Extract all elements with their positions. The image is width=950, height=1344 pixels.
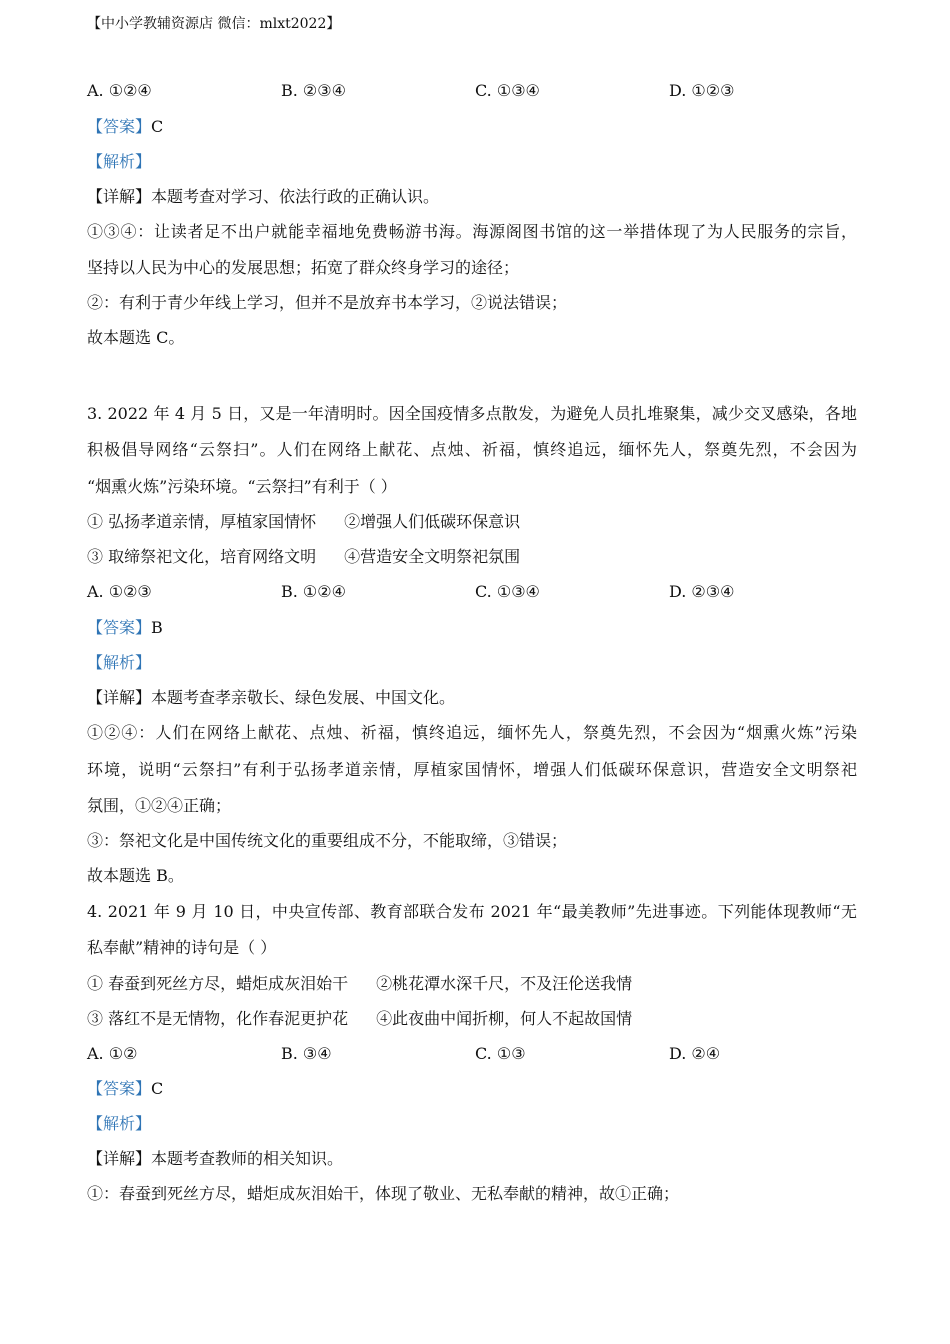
q4-statement-3: ③ 落红不是无情物，化作春泥更护花 (87, 1009, 349, 1028)
q3-detail-line: ③：祭祀文化是中国传统文化的重要组成不分，不能取缔，③错误； (87, 831, 568, 850)
answer-tag: 【答案】 (87, 117, 152, 136)
answer-value: C (151, 1079, 164, 1098)
q3-statement-1: ① 弘扬孝道亲情，厚植家国情怀 (87, 512, 317, 531)
q4-option-a: A. ①② (87, 1044, 138, 1063)
q2-option-c: C. ①③④ (475, 81, 540, 100)
answer-value: C (151, 117, 164, 136)
q3-detail-line: 氛围，①②④正确； (87, 796, 232, 815)
q2-detail-line: 坚持以人民为中心的发展思想；拓宽了群众终身学习的途径； (87, 258, 520, 277)
q4-option-b: B. ③④ (281, 1044, 332, 1063)
detail-intro-text: 本题考查孝亲敬长、绿色发展、中国文化。 (151, 688, 456, 707)
q3-statements-row (87, 546, 520, 568)
q4-detail-line: ①：春蚕到死丝方尽，蜡炬成灰泪始干，体现了敬业、无私奉献的精神，故①正确； (87, 1184, 680, 1203)
answer-tag: 【答案】 (87, 618, 152, 637)
q4-statements-row (87, 1008, 632, 1030)
q2-option-a: A. ①②④ (87, 81, 152, 100)
q3-option-b: B. ①②④ (281, 582, 346, 601)
detail-intro-text: 本题考查对学习、依法行政的正确认识。 (151, 187, 440, 206)
q3-statement-3: ③ 取缔祭祀文化，培育网络文明 (87, 547, 317, 566)
q3-options (87, 581, 867, 603)
detail-tag: 【详解】 (87, 688, 152, 707)
q3-answer (87, 617, 163, 639)
q3-statement-2: ②增强人们低碳环保意识 (344, 512, 521, 531)
q4-option-d: D. ②④ (669, 1044, 721, 1063)
page-header: 【中小学教辅资源店 微信：mlxt2022】 (87, 16, 341, 32)
q3-detail-line: ①②④：人们在网络上献花、点烛、祈福，慎终追远，缅怀先人，祭奠先烈，不会因为“烟熏火炼”污染 (87, 723, 857, 742)
q4-statement-1: ① 春蚕到死丝方尽，蜡炬成灰泪始干 (87, 974, 349, 993)
q3-stem-line: 3. 2022 年 4 月 5 日，又是一年清明时。因全国疫情多点散发，为避免人员扎堆聚集，减少交叉感染，各地 (87, 404, 857, 423)
q3-option-c: C. ①③④ (475, 582, 540, 601)
q4-option-c: C. ①③ (475, 1044, 526, 1063)
detail-intro-text: 本题考查教师的相关知识。 (151, 1149, 344, 1168)
q3-detail-line: 环境，说明“云祭扫”有利于弘扬孝道亲情，厚植家国情怀，增强人们低碳环保意识，营造安全文明祭祀 (87, 760, 857, 779)
q2-options (87, 80, 867, 102)
q4-stem-line: 私奉献”精神的诗句是（ ） (87, 938, 277, 957)
detail-tag: 【详解】 (87, 1149, 152, 1168)
q3-detail-line: 故本题选 B。 (87, 866, 184, 885)
q4-options (87, 1043, 867, 1065)
q4-statement-2: ②桃花潭水深千尺，不及汪伦送我情 (376, 974, 633, 993)
q3-option-a: A. ①②③ (87, 582, 152, 601)
q2-answer (87, 116, 163, 138)
q3-option-d: D. ②③④ (669, 582, 735, 601)
q2-detail-intro (87, 186, 439, 208)
q2-detail-line: ①③④：让读者足不出户就能幸福地免费畅游书海。海源阁图书馆的这一举措体现了为人民服务的宗旨， (87, 222, 857, 241)
q4-answer (87, 1078, 163, 1100)
answer-tag: 【答案】 (87, 1079, 152, 1098)
answer-value: B (151, 618, 163, 637)
q3-stem-line: “烟熏火炼”污染环境。“云祭扫”有利于（ ） (87, 477, 397, 496)
q4-analysis-tag: 【解析】 (87, 1114, 152, 1133)
q2-option-b: B. ②③④ (281, 81, 346, 100)
q4-statements-row (87, 973, 632, 995)
q2-detail-line: 故本题选 C。 (87, 328, 185, 347)
q2-detail-line: ②：有利于青少年线上学习，但并不是放弃书本学习，②说法错误； (87, 293, 568, 312)
q4-detail-intro (87, 1148, 343, 1170)
q2-analysis-tag: 【解析】 (87, 152, 152, 171)
q2-option-d: D. ①②③ (669, 81, 735, 100)
q3-analysis-tag: 【解析】 (87, 653, 152, 672)
q3-statements-row (87, 511, 520, 533)
q3-detail-intro (87, 687, 455, 709)
q3-statement-4: ④营造安全文明祭祀氛围 (344, 547, 521, 566)
detail-tag: 【详解】 (87, 187, 152, 206)
q3-stem-line: 积极倡导网络“云祭扫”。人们在网络上献花、点烛、祈福，慎终追远，缅怀先人，祭奠先烈，不会因为 (87, 440, 857, 459)
q4-stem-line: 4. 2021 年 9 月 10 日，中央宣传部、教育部联合发布 2021 年“最美教师”先进事迹。下列能体现教师“无 (87, 902, 857, 921)
q4-statement-4: ④此夜曲中闻折柳，何人不起故国情 (376, 1009, 633, 1028)
